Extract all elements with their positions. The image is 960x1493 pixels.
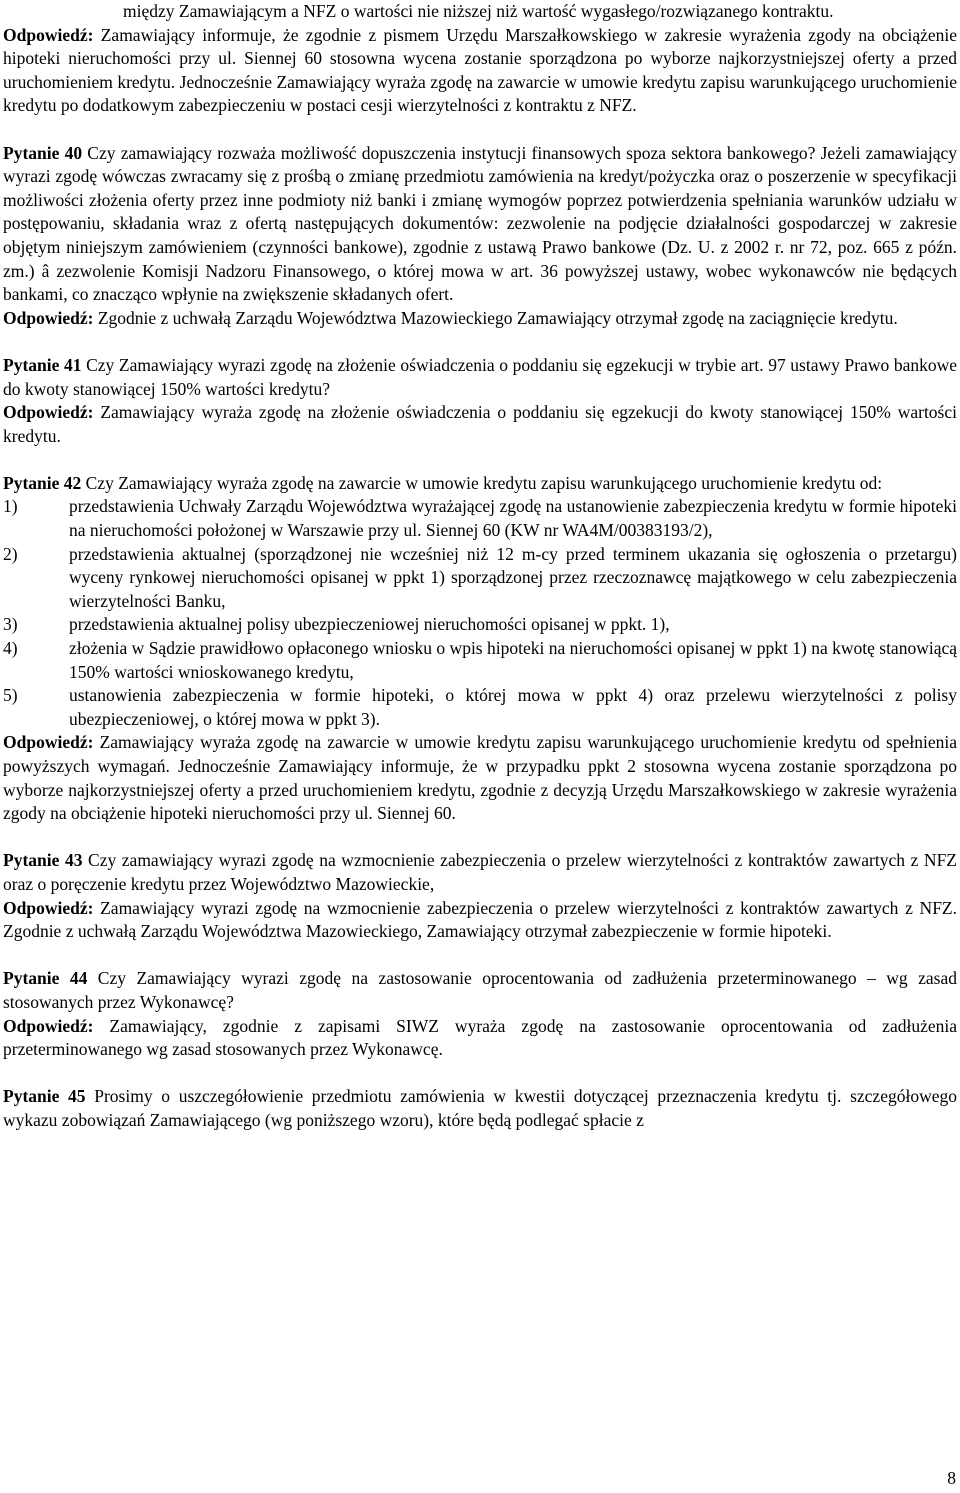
question-41 xyxy=(3,354,957,401)
list-item-number: 1) xyxy=(3,496,18,517)
question-text: Czy zamawiający wyrazi zgodę na wzmocnienie zabezpieczenia o przelew wierzytelności z kontraktów zawartych z NFZ oraz o poręczenie kredytu przez Województwo Mazowieckie, xyxy=(3,850,957,894)
answer-label: Odpowiedź: xyxy=(3,24,94,45)
answer-42 xyxy=(3,731,957,825)
question-44 xyxy=(3,967,957,1014)
answer-text: Zamawiający wyrazi zgodę na wzmocnienie zabezpieczenia o przelew wierzytelności z kontraktów zawartych z NFZ. Zgodnie z uchwałą Zarządu Województwa Mazowieckiego, Zamawiający otrzymał zabezpieczenie w formie hipoteki. xyxy=(3,897,957,942)
answer-43 xyxy=(3,897,957,944)
continuation-paragraph xyxy=(3,0,957,24)
list-item-text: złożenia w Sądzie prawidłowo opłaconego wniosku o wpis hipoteki na nieruchomości opisanej w ppkt 1) na kwotę stanowiącą 150% wartości wnioskowanego kredytu, xyxy=(69,638,957,682)
question-40 xyxy=(3,142,957,307)
list-item xyxy=(3,613,957,637)
list-item xyxy=(3,543,957,614)
question-text: Czy zamawiający rozważa możliwość dopuszczenia instytucji finansowych spoza sektora bankowego? Jeżeli zamawiający wyrazi zgodę wówczas zwracamy się z prośbą o zmianę przedmiotu zamówienia na kredyt/pożyczka oraz o poszerzenie w specyfikacji możliwości złożenia oferty przez inne podmioty niż banki i zmianę wymogów poprzez potwierdzenia spełniania warunków udziału w postępowaniu, składania wraz z ofertą następujących dokumentów: zezwolenie na podjęcie działalności gospodarczej w zakresie objętym niniejszym zamówieniem (czynności bankowe), zgodnie z ustawą Prawo bankowe (Dz. U. z 2002 r. nr 72, poz. 665 z późn. zm.) â zezwolenie Komisji Nadzoru Finansowego, o której mowa w art. 36 powyższej ustawy, wobec wykonawców nie będących bankami, co znacząco wpłynie na zwiększenie składanych ofert. xyxy=(3,142,957,305)
question-label: Pytanie 42 xyxy=(3,472,82,493)
question-label: Pytanie 44 xyxy=(3,968,88,989)
question-text: Czy Zamawiający wyraża zgodę na zawarcie w umowie kredytu zapisu warunkującego uruchomienie kredytu od: xyxy=(81,472,883,493)
answer-text: Zamawiający informuje, że zgodnie z pismem Urzędu Marszałkowskiego w zakresie wyrażenia zgody na obciążenie hipoteki nieruchomości przy ul. Siennej 60 stosowna wycena zostanie sporządzona po wyborze najkorzystniejszej oferty a przed uruchomieniem kredytu. Jednocześnie Zamawiający wyraża zgodę na zawarcie w umowie kredytu zapisu warunkującego uruchomienie kredytu po dodatkowym zabezpieczeniu w postaci cesji wierzytelności z kontraktu z NFZ. xyxy=(3,24,957,116)
question-text: Prosimy o uszczegółowienie przedmiotu zamówienia w kwestii dotyczącej przeznaczenia kredytu tj. szczegółowego wykazu zobowiązań Zamawiającego (wg poniższego wzoru), które będą podlegać spłacie z xyxy=(3,1086,957,1130)
question-label: Pytanie 45 xyxy=(3,1086,86,1107)
answer-paragraph xyxy=(3,24,957,118)
answer-44 xyxy=(3,1015,957,1062)
list-item-number: 2) xyxy=(3,543,18,564)
answer-text: Zgodnie z uchwałą Zarządu Województwa Mazowieckiego Zamawiający otrzymał zgodę na zaciągnięcie kredytu. xyxy=(93,307,898,328)
question-label: Pytanie 43 xyxy=(3,850,83,871)
question-label: Pytanie 40 xyxy=(3,142,83,163)
list-item xyxy=(3,495,957,542)
answer-text: Zamawiający, zgodnie z zapisami SIWZ wyraża zgodę na zastosowanie oprocentowania od zadłużenia przeterminowanego wg zasad stosowanych przez Wykonawcę. xyxy=(3,1015,957,1060)
list-item-text: przedstawienia aktualnej polisy ubezpieczeniowej nieruchomości opisanej w ppkt. 1), xyxy=(69,614,670,635)
continuation-text: między Zamawiającym a NFZ o wartości nie niższej niż wartość wygasłego/rozwiązanego kontraktu. xyxy=(123,1,834,21)
answer-40 xyxy=(3,307,957,331)
answer-text: Zamawiający wyraża zgodę na złożenie oświadczenia o poddaniu się egzekucji do kwoty stanowiącej 150% wartości kredytu. xyxy=(3,402,957,446)
page-number: 8 xyxy=(947,1468,956,1488)
question-text: Czy Zamawiający wyrazi zgodę na złożenie oświadczenia o poddaniu się egzekucji w trybie art. 97 ustawy Prawo bankowe do kwoty stanowiącej 150% wartości kredytu? xyxy=(3,354,957,399)
list-item-number: 3) xyxy=(3,614,18,635)
list-item-text: ustanowienia zabezpieczenia w formie hipoteki, o której mowa w ppkt 4) oraz przelewu wierzytelności z polisy ubezpieczeniowej, o której mowa w ppkt 3). xyxy=(69,685,957,729)
list-item-number: 5) xyxy=(3,685,18,706)
answer-label: Odpowiedź: xyxy=(3,307,94,328)
list-item xyxy=(3,684,957,731)
question-label: Pytanie 41 xyxy=(3,354,82,375)
conditions-list xyxy=(3,495,957,731)
answer-label: Odpowiedź: xyxy=(3,1015,94,1036)
answer-label: Odpowiedź: xyxy=(3,897,94,918)
document-body xyxy=(3,0,957,1133)
question-45 xyxy=(3,1085,957,1132)
list-item-text: przedstawienia aktualnej (sporządzonej nie wcześniej niż 12 m-cy przed terminem ukazania się ogłoszenia o przetargu) wyceny rynkowej nieruchomości opisanej w ppkt 1) sporządzonej przez rzeczoznawcę majątkowego w celu zabezpieczenia wierzytelności Banku, xyxy=(69,543,957,611)
answer-label: Odpowiedź: xyxy=(3,402,94,423)
answer-41 xyxy=(3,401,957,448)
answer-text: Zamawiający wyraża zgodę na zawarcie w umowie kredytu zapisu warunkującego uruchomienie kredytu od spełnienia powyższych wymagań. Jednocześnie Zamawiający informuje, że w przypadku ppkt 2 stosowna wycena zostanie sporządzona po wyborze najkorzystniejszej oferty a przed uruchomieniem kredytu, zgodnie z decyzją Urzędu Marszałkowskiego w zakresie wyrażenia zgody na obciążenie hipoteki nieruchomości przy ul. Siennej 60. xyxy=(3,732,957,824)
question-42 xyxy=(3,472,957,496)
list-item-number: 4) xyxy=(3,638,18,659)
question-43 xyxy=(3,849,957,896)
list-item-text: przedstawienia Uchwały Zarządu Województwa wyrażającej zgodę na ustanowienie zabezpieczenia kredytu w formie hipoteki na nieruchomości położonej w Warszawie przy ul. Siennej 60 (KW nr WA4M/00383193/2), xyxy=(69,496,957,541)
list-item xyxy=(3,637,957,684)
question-text: Czy Zamawiający wyrazi zgodę na zastosowanie oprocentowania od zadłużenia przeterminowanego – wg zasad stosowanych przez Wykonawcę? xyxy=(3,968,957,1012)
answer-label: Odpowiedź: xyxy=(3,732,94,753)
